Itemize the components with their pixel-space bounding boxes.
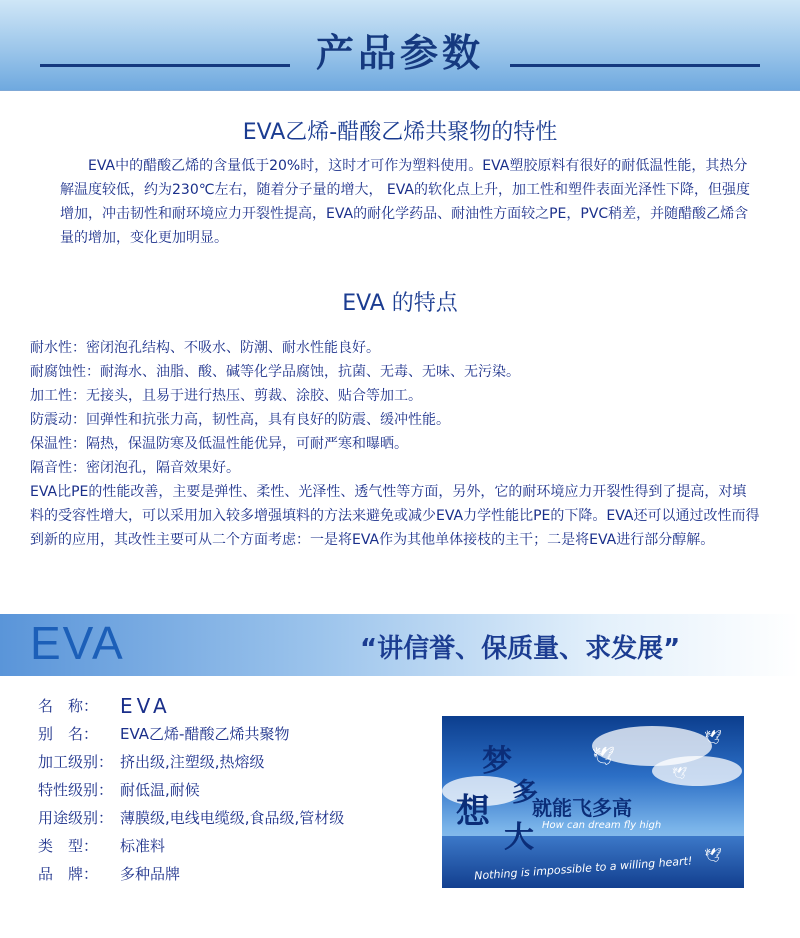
feature-item: 隔音性：密闭泡孔，隔音效果好。	[30, 460, 240, 476]
slogan-bar	[0, 614, 800, 676]
spec-label: 别 名：	[38, 725, 99, 743]
photo-slogan-en: How can dream fly high	[542, 820, 662, 831]
spec-row	[38, 860, 438, 888]
feature-item: 防震动：回弹性和抗张力高，韧性高，具有良好的防震、缓冲性能。	[30, 412, 450, 428]
spec-value: 薄膜级,电线电缆级,食品级,管材级	[120, 809, 345, 827]
photo-slogan-cn: 就能飞多高	[532, 796, 632, 820]
spec-value: EVA乙烯-醋酸乙烯共聚物	[120, 725, 290, 743]
spec-value: 耐低温,耐候	[120, 781, 200, 799]
dove-icon: 🕊	[704, 730, 722, 746]
spec-row	[38, 776, 438, 804]
spec-label: 名 称：	[38, 697, 99, 715]
slogan-text: “讲信誉、保质量、求发展”	[360, 634, 681, 664]
spec-label: 特性级别：	[38, 781, 114, 799]
spec-row	[38, 804, 438, 832]
dove-icon: 🕊	[672, 766, 688, 780]
photo-char: 大	[504, 820, 534, 855]
promo-image	[442, 716, 744, 888]
brand-text: EVA	[30, 617, 125, 669]
feature-item: 加工性：无接头，且易于进行热压、剪裁、涂胶、贴合等加工。	[30, 388, 422, 404]
dove-icon: 🕊	[592, 746, 615, 767]
banner-rule-right	[510, 64, 760, 67]
spec-row	[38, 692, 438, 720]
feature-item: 保温性：隔热，保温防寒及低温性能优异，可耐严寒和曝晒。	[30, 436, 408, 452]
spec-value: 标准料	[120, 837, 166, 855]
spec-row	[38, 832, 438, 860]
spec-label: 用途级别：	[38, 809, 114, 827]
spec-label: 品 牌：	[38, 865, 99, 883]
feature-item: EVA比PE的性能改善，主要是弹性、柔性、光泽性、透气性等方面，另外，它的耐环境应力开裂性得到了提高，对填料的受容性增大，可以采用加入较多增强填料的方法来避免或减少EVA力学性能比PE的下降。EVA还可以通过改性而得到新的应用，其改性主要可从二个方面考虑：一是将EVA作为其他单体接枝的主干；二是将EVA进行部分醇解。	[30, 484, 760, 548]
spec-value: EVA	[120, 694, 171, 718]
spec-list	[38, 692, 438, 888]
spec-value: 挤出级,注塑级,热熔级	[120, 753, 265, 771]
spec-label: 类 型：	[38, 837, 99, 855]
properties-title: EVA乙烯-醋酸乙烯共聚物的特性	[242, 120, 558, 145]
cloud-shape	[652, 756, 742, 786]
spec-row	[38, 748, 438, 776]
feature-item: 耐水性：密闭泡孔结构、不吸水、防潮、耐水性能良好。	[30, 340, 380, 356]
dove-icon: 🕊	[704, 848, 722, 864]
features-list	[30, 336, 760, 552]
photo-char: 梦	[482, 744, 512, 779]
properties-paragraph: EVA中的醋酸乙烯的含量低于20%时，这时才可作为塑料使用。EVA塑胶原料有很好的耐低温性能，其热分解温度较低，约为230℃左右，随着分子量的增大， EVA的软化点上升，加工性和塑件表面光泽性下降，但强度增加，冲击韧性和耐环境应力开裂性提高，EVA的耐化学药品、耐油性方面较之PE，PVC稍差，并随醋酸乙烯含量的增加，变化更加明显。	[60, 158, 750, 246]
header-banner	[0, 0, 800, 91]
spec-value: 多种品牌	[120, 865, 181, 883]
feature-item: 耐腐蚀性：耐海水、油脂、酸、碱等化学品腐蚀，抗菌、无毒、无味、无污染。	[30, 364, 520, 380]
page-title: 产品参数	[315, 31, 484, 75]
photo-char: 多	[512, 778, 539, 808]
photo-motto: Nothing is impossible to a willing heart!	[473, 854, 693, 883]
features-title: EVA 的特点	[342, 291, 458, 316]
spec-row	[38, 720, 438, 748]
photo-char: 想	[456, 792, 490, 832]
spec-label: 加工级别：	[38, 753, 114, 771]
